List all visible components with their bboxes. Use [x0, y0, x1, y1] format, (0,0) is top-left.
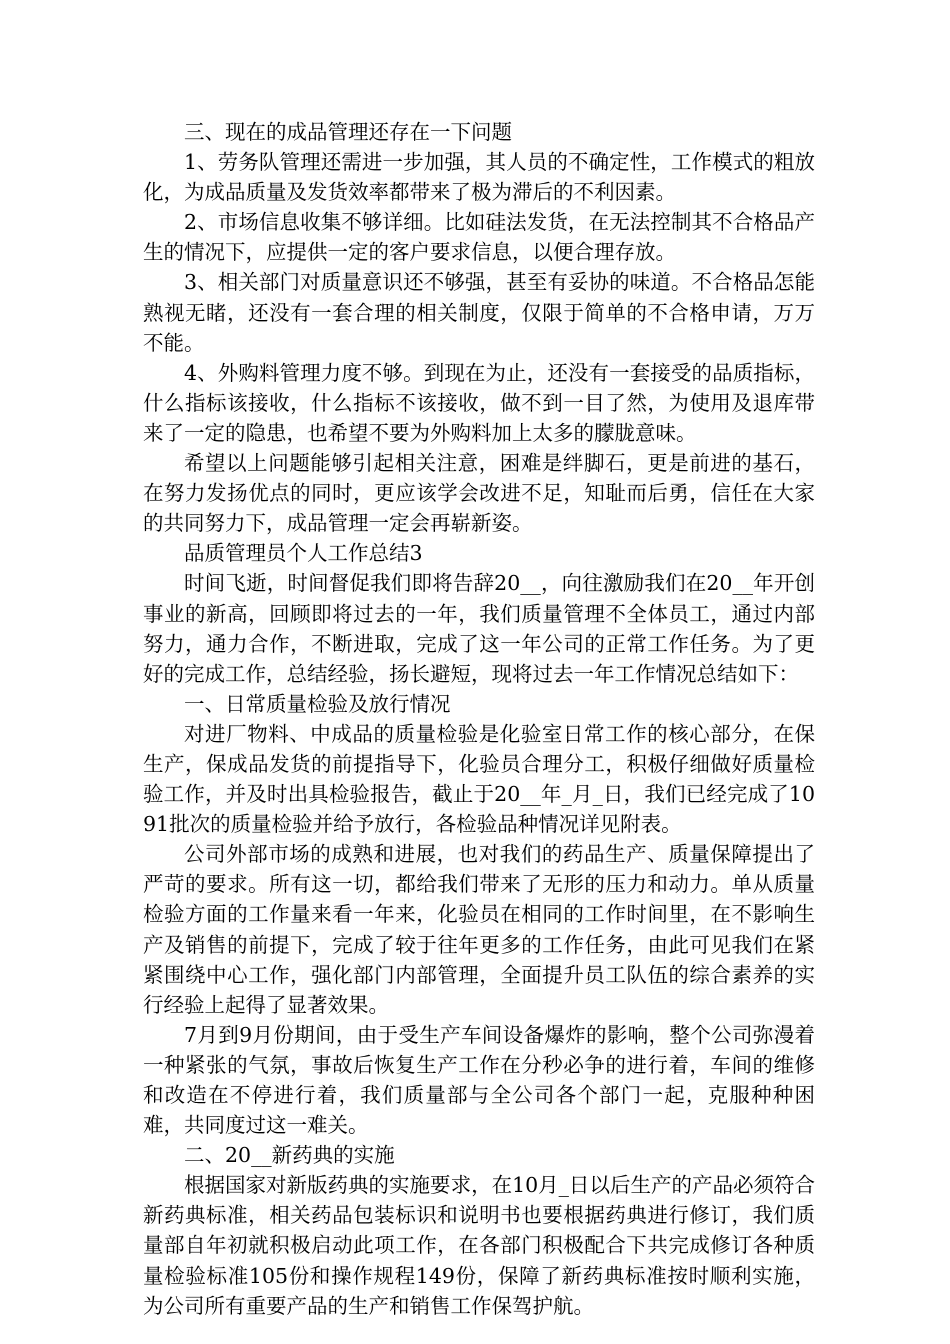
summary-title: 品质管理员个人工作总结3	[184, 541, 423, 566]
document-body	[143, 117, 815, 1321]
paragraph-inspection: 对进厂物料、中成品的质量检验是化验室日常工作的核心部分，在保生产，保成品发货的前提指导下，化验员合理分工，积极仔细做好质量检验工作，并及时出具检验报告，截止于20__年_月_日，我们已经完成了1091批次的质量检验并给予放行，各检验品种情况详见附表。	[143, 721, 815, 837]
paragraph-incident: 7月到9月份期间，由于受生产车间设备爆炸的影响，整个公司弥漫着一种紧张的气氛，事故后恢复生产工作在分秒必争的进行着，车间的维修和改造在不停进行着，我们质量部与全公司各个部门一起，克服种种困难，共同度过这一难关。	[143, 1022, 815, 1138]
paragraph-issue-3: 3、相关部门对质量意识还不够强，甚至有妥协的味道。不合格品怎能熟视无睹，还没有一套合理的相关制度，仅限于简单的不合格申请，万万不能。	[143, 270, 815, 355]
paragraph-market: 公司外部市场的成熟和进展，也对我们的药品生产、质量保障提出了严苛的要求。所有这一切，都给我们带来了无形的压力和动力。单从质量检验方面的工作量来看一年来，化验员在相同的工作时间里，在不影响生产及销售的前提下，完成了较于往年更多的工作任务，由此可见我们在紧紧围绕中心工作，强化部门内部管理，全面提升员工队伍的综合素养的实行经验上起得了显著效果。	[143, 842, 815, 1017]
paragraph-issue-2: 2、市场信息收集不够详细。比如硅法发货，在无法控制其不合格品产生的情况下，应提供一定的客户要求信息，以便合理存放。	[143, 210, 815, 265]
paragraph-pharmacopoeia: 根据国家对新版药典的实施要求，在10月_日以后生产的产品必须符合新药典标准，相关药品包装标识和说明书也要根据药典进行修订，我们质量部自年初就积极启动此项工作，在各部门积极配合下共完成修订各种质量检验标准105份和操作规程149份，保障了新药典标准按时顺利实施，为公司所有重要产品的生产和销售工作保驾护航。	[143, 1173, 815, 1318]
paragraph-issue-1: 1、劳务队管理还需进一步加强，其人员的不确定性，工作模式的粗放化，为成品质量及发货效率都带来了极为滞后的不利因素。	[143, 150, 815, 205]
section-heading-3: 三、现在的成品管理还存在一下问题	[184, 120, 512, 144]
section-heading-1: 一、日常质量检验及放行情况	[184, 691, 451, 716]
paragraph-closing: 希望以上问题能够引起相关注意，困难是绊脚石，更是前进的基石，在努力发扬优点的同时，更应该学会改进不足，知耻而后勇，信任在大家的共同努力下，成品管理一定会再崭新姿。	[143, 451, 815, 536]
paragraph-issue-4: 4、外购料管理力度不够。到现在为止，还没有一套接受的品质指标，什么指标该接收，什么指标不该接收，做不到一目了然，为使用及退库带来了一定的隐患，也希望不要为外购料加上太多的朦胧意味。	[143, 360, 815, 445]
paragraph-intro: 时间飞逝，时间督促我们即将告辞20__，向往激励我们在20__年开创事业的新高，回顾即将过去的一年，我们质量管理不全体员工，通过内部努力，通力合作，不断进取，完成了这一年公司的正常工作任务。为了更好的完成工作，总结经验，扬长避短，现将过去一年工作情况总结如下：	[143, 571, 815, 686]
section-heading-2: 二、20__新药典的实施	[184, 1143, 395, 1168]
